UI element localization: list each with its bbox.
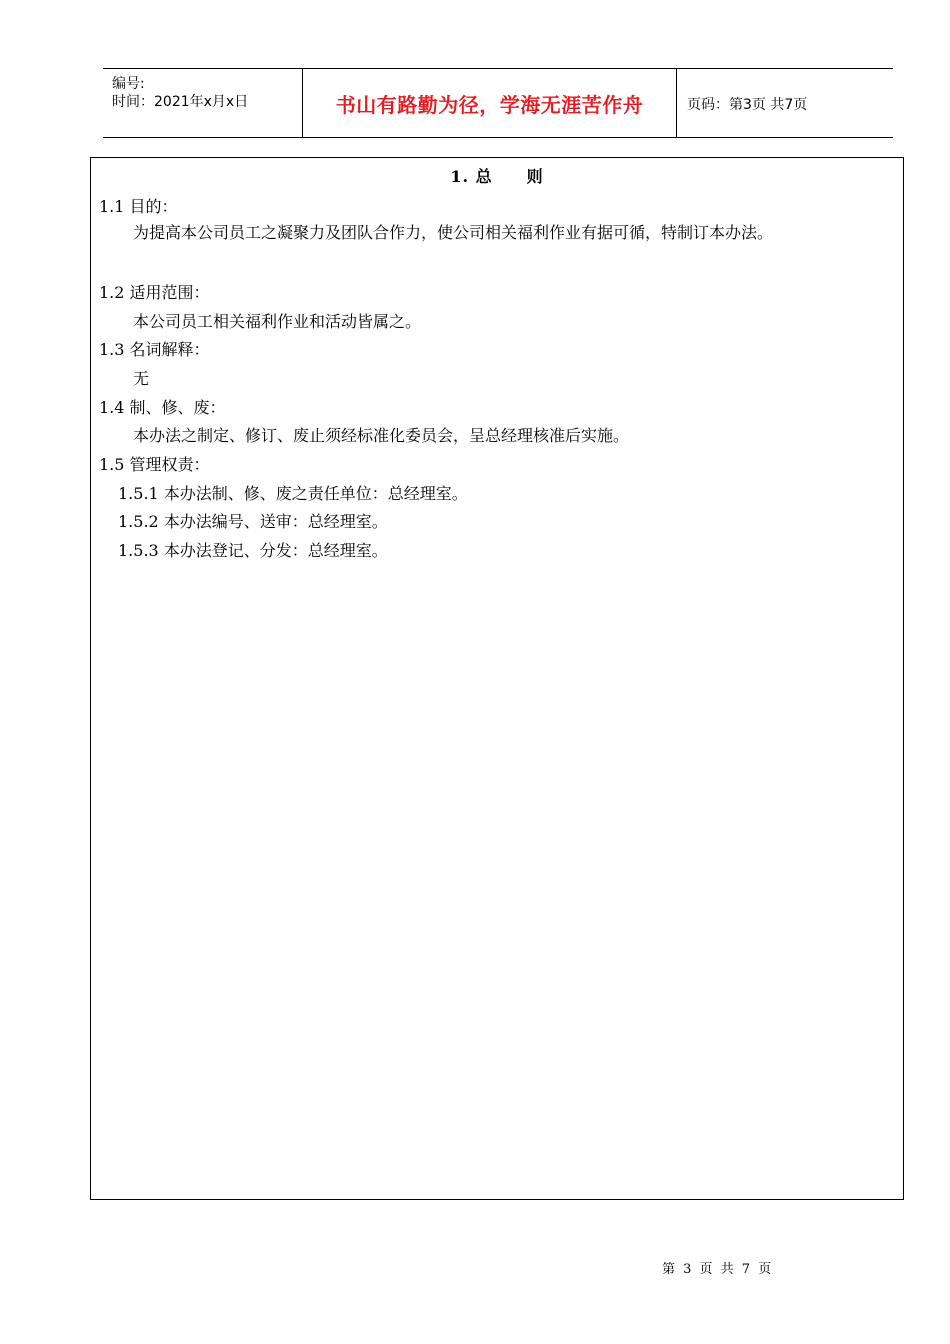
- section-title-word-a: 总: [475, 167, 493, 186]
- authority-item-1: 1.5.1 本办法制、修、废之责任单位：总经理室。: [118, 484, 468, 503]
- section-title-word-b: 则: [526, 167, 544, 186]
- terms-text: 无: [133, 369, 150, 388]
- purpose-text: 为提高本公司员工之凝聚力及团队合作力，使公司相关福利作业有据可循，特制订本办法。: [133, 223, 774, 242]
- content-box: [90, 157, 904, 1200]
- page-footer: 第 3 页 共 7 页: [662, 1262, 774, 1277]
- revision-heading: 1.4 制、修、废：: [99, 398, 226, 417]
- authority-heading: 1.5 管理权责：: [99, 455, 210, 474]
- authority-item-3: 1.5.3 本办法登记、分发：总经理室。: [118, 541, 388, 560]
- scope-text: 本公司员工相关福利作业和活动皆属之。: [133, 312, 422, 331]
- header-page-info: 页码：第3页 共7页: [687, 97, 808, 113]
- header-motto: 书山有路勤为径，学海无涯苦作舟: [303, 69, 677, 137]
- number-label: 编号:: [112, 76, 145, 92]
- page-header: [103, 68, 893, 138]
- purpose-heading: 1.1 目的：: [99, 197, 178, 216]
- date-label: 时间：2021年x月x日: [112, 94, 249, 110]
- section-title: [91, 164, 903, 187]
- header-meta-cell: [103, 69, 303, 137]
- revision-text: 本办法之制定、修订、废止须经标准化委员会，呈总经理核准后实施。: [133, 426, 630, 445]
- scope-heading: 1.2 适用范围：: [99, 283, 210, 302]
- terms-heading: 1.3 名词解释：: [99, 340, 210, 359]
- section-title-number: 1.: [450, 167, 470, 186]
- authority-item-2: 1.5.2 本办法编号、送审：总经理室。: [118, 512, 388, 531]
